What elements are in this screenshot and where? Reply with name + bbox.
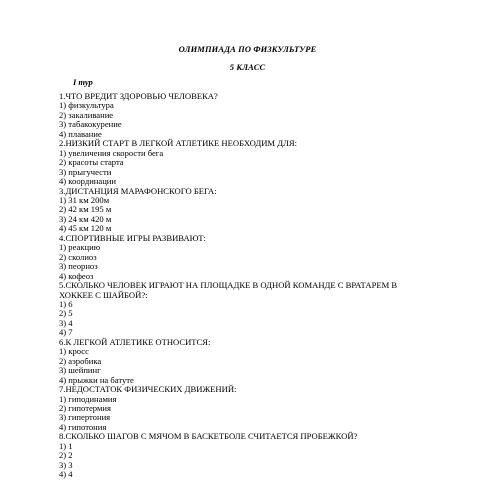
answer-option: 3) 4 (59, 317, 73, 328)
question-item (59, 432, 479, 479)
answer-option: 4) 45 км 120 м (59, 223, 112, 234)
answer-option: 1) реакцию (59, 242, 101, 253)
answer-option: 4) координации (59, 176, 117, 187)
question-item (59, 338, 479, 385)
answer-option: 3) гипертония (59, 412, 111, 423)
answer-option: 2) сколиоз (59, 251, 97, 262)
answer-option: 4) плавание (59, 128, 102, 139)
answer-option: 1) физкультура (59, 100, 114, 111)
answer-option: 2) красоты старта (59, 157, 124, 168)
question-text: 5.СКОЛЬКО ЧЕЛОВЕК ИГРАЮТ НА ПЛОЩАДКЕ В ОДНОЙ КОМАНДЕ С ВРАТАРЕМ В ХОККЕЕ С ШАЙБОЙ?: (59, 280, 398, 300)
question-text: 4.СПОРТИВНЫЕ ИГРЫ РАЗВИВАЮТ: (59, 232, 206, 243)
grade-label: 5 КЛАСС (229, 62, 266, 72)
answer-option: 1) 31 км 200м (59, 194, 110, 205)
question-text: 1.ЧТО ВРЕДИТ ЗДОРОВЬЮ ЧЕЛОВЕКА? (59, 91, 218, 101)
question-text: 6.К ЛЕГКОЙ АТЛЕТИКЕ ОТНОСИТСЯ: (59, 336, 211, 347)
answer-option: 4) 7 (59, 327, 73, 338)
answer-option: 4) прыжки на батуте (59, 374, 134, 385)
document-title: ОЛИМПИАДА ПО ФИЗКУЛЬТУРЕ (178, 44, 317, 54)
answer-option: 3) пеорноз (59, 261, 98, 272)
answer-option: 1) увеличения скорости бега (59, 147, 164, 158)
answer-option: 2) закаливание (59, 109, 114, 120)
question-item (59, 234, 479, 281)
answer-option: 3) табакокурение (59, 119, 122, 130)
answer-option: 3) прыгучести (59, 166, 112, 177)
answer-option: 4) гипотония (59, 421, 107, 432)
answer-option: 1) кросс (59, 346, 89, 357)
answer-option: 3) 24 км 420 м (59, 213, 112, 224)
answer-option: 2) 42 км 195 м (59, 204, 112, 215)
answer-option: 3) 3 (59, 459, 73, 470)
answer-option: 2) гипотермия (59, 402, 111, 413)
question-item (59, 385, 479, 432)
question-item (59, 281, 479, 338)
answer-option: 4) кофеоз (59, 270, 94, 281)
question-item (59, 139, 479, 186)
answer-option: 2) 5 (59, 308, 73, 319)
answer-option: 1) 6 (59, 298, 73, 309)
question-item (59, 187, 479, 234)
question-text: 8.СКОЛЬКО ШАГОВ С МЯЧОМ В БАСКЕТБОЛЕ СЧИТАЕТСЯ ПРОБЕЖКОЙ? (59, 431, 358, 442)
answer-option: 4) 4 (59, 469, 73, 480)
answer-option: 3) шейпинг (59, 365, 101, 376)
question-item (59, 92, 479, 139)
questions-list (59, 92, 479, 480)
question-text: 3.ДИСТАНЦИЯ МАРАФОНСКОГО БЕГА: (59, 185, 217, 196)
round-label: I тур (73, 77, 93, 87)
answer-option: 2) аэробика (59, 355, 102, 366)
question-text: 2.НИЗКИЙ СТАРТ В ЛЕГКОЙ АТЛЕТИКЕ НЕОБХОДИМ ДЛЯ: (59, 138, 298, 149)
question-text: 7.НЕДОСТАТОК ФИЗИЧЕСКИХ ДВИЖЕНИЙ: (59, 384, 237, 395)
answer-option: 1) 1 (59, 440, 73, 451)
answer-option: 1) гиподинамия (59, 393, 117, 404)
answer-option: 2) 2 (59, 450, 73, 461)
